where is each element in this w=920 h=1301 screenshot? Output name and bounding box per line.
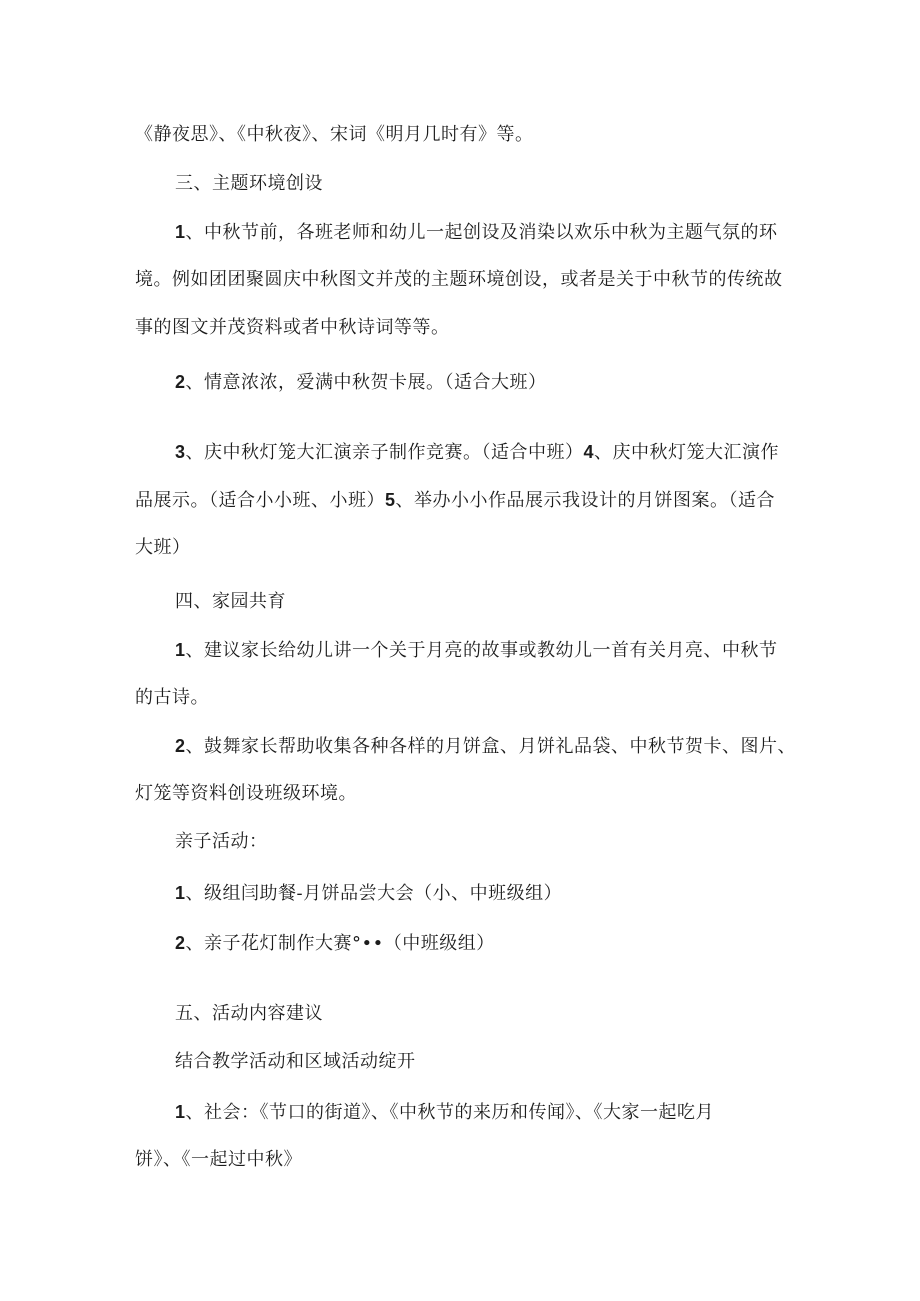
- section-5-intro: [175, 1038, 795, 1086]
- heading-text: 亲子活动：: [175, 831, 268, 852]
- text-line: 中秋节前，各班老师和幼儿一起创设及消染以欢乐中秋为主题气氛的环: [204, 222, 778, 243]
- item-separator: 、: [395, 490, 415, 511]
- item-number: 3: [175, 442, 186, 462]
- item-number: 1: [175, 1102, 186, 1122]
- item-separator: 、: [185, 640, 205, 661]
- section-3-items-3-5: [135, 428, 795, 558]
- text-line: 大班）: [135, 537, 191, 558]
- text-fragment: 举办小小作品展示我设计的月饼图案。（适合: [414, 490, 776, 511]
- section-5-item-1: [135, 1088, 795, 1170]
- text-fragment: 品展示。（适合小小班、小班）: [135, 490, 385, 511]
- item-number: 2: [175, 736, 186, 756]
- text-line: 亲子花灯制作大赛°••（中班级组）: [204, 933, 495, 954]
- item-number: 4: [583, 442, 595, 462]
- text-line: 鼓舞家长帮助收集各种各样的月饼盒、月饼礼品袋、中秋节贺卡、图片、: [204, 736, 797, 757]
- item-number: 2: [175, 933, 186, 953]
- text-line: 情意浓浓，爱满中秋贺卡展。（适合大班）: [204, 372, 547, 393]
- item-separator: 、: [185, 1102, 205, 1123]
- parent-child-item-1: [175, 869, 795, 918]
- section-3-item-1: [135, 208, 795, 338]
- text-line: 《静夜思》、《中秋夜》、宋词《明月几时有》等。: [135, 124, 534, 145]
- poem-list-line: [135, 111, 795, 159]
- text-line: 灯笼等资料创设班级环境。: [135, 783, 357, 804]
- text-line: 境。例如团团聚圆庆中秋图文并茂的主题环境创设，或者是关于中秋节的传统故: [135, 269, 783, 290]
- section-3-item-2: [175, 358, 795, 407]
- parent-child-heading: [175, 818, 795, 866]
- item-number: 1: [175, 883, 186, 903]
- text-line: 社会：《节口的街道》、《中秋节的来历和传闻》、《大家一起吃月: [204, 1102, 715, 1123]
- section-4-item-1: [135, 626, 795, 708]
- text-line: 庆中秋灯笼大汇演亲子制作竞赛。（适合中班）: [204, 442, 584, 463]
- text-line: [135, 476, 775, 525]
- item-number: 2: [175, 372, 186, 392]
- section-4-item-2: [135, 722, 797, 804]
- text-line: 饼》、《一起过中秋》: [135, 1149, 302, 1170]
- section-5-heading: [175, 990, 795, 1038]
- section-3-heading: [175, 160, 795, 208]
- text-line: 的古诗。: [135, 687, 209, 708]
- text-line: 事的图文并茂资料或者中秋诗词等等。: [135, 317, 450, 338]
- item-separator: 、: [594, 442, 613, 463]
- section-4-heading: [175, 578, 795, 626]
- heading-text: 五、活动内容建议: [175, 1003, 323, 1024]
- item-separator: 、: [185, 222, 205, 243]
- item-separator: 、: [185, 372, 205, 393]
- text-line: 庆中秋灯笼大汇演作: [612, 442, 780, 463]
- item-separator: 、: [185, 933, 205, 954]
- heading-text: 四、家园共育: [175, 591, 286, 612]
- item-separator: 、: [185, 442, 205, 463]
- item-separator: 、: [185, 883, 205, 904]
- item-number: 1: [175, 640, 186, 660]
- parent-child-item-2: [175, 919, 795, 968]
- item-number: 5: [385, 490, 396, 510]
- item-separator: 、: [185, 736, 205, 757]
- heading-text: 三、主题环境创设: [175, 173, 323, 194]
- text-line: 结合教学活动和区域活动绽开: [175, 1051, 416, 1072]
- item-number: 1: [175, 222, 186, 242]
- text-line: 建议家长给幼儿讲一个关于月亮的故事或教幼儿一首有关月亮、中秋节: [204, 640, 778, 661]
- text-line: 级组闫助餐-月饼品尝大会（小、中班级组）: [204, 883, 563, 904]
